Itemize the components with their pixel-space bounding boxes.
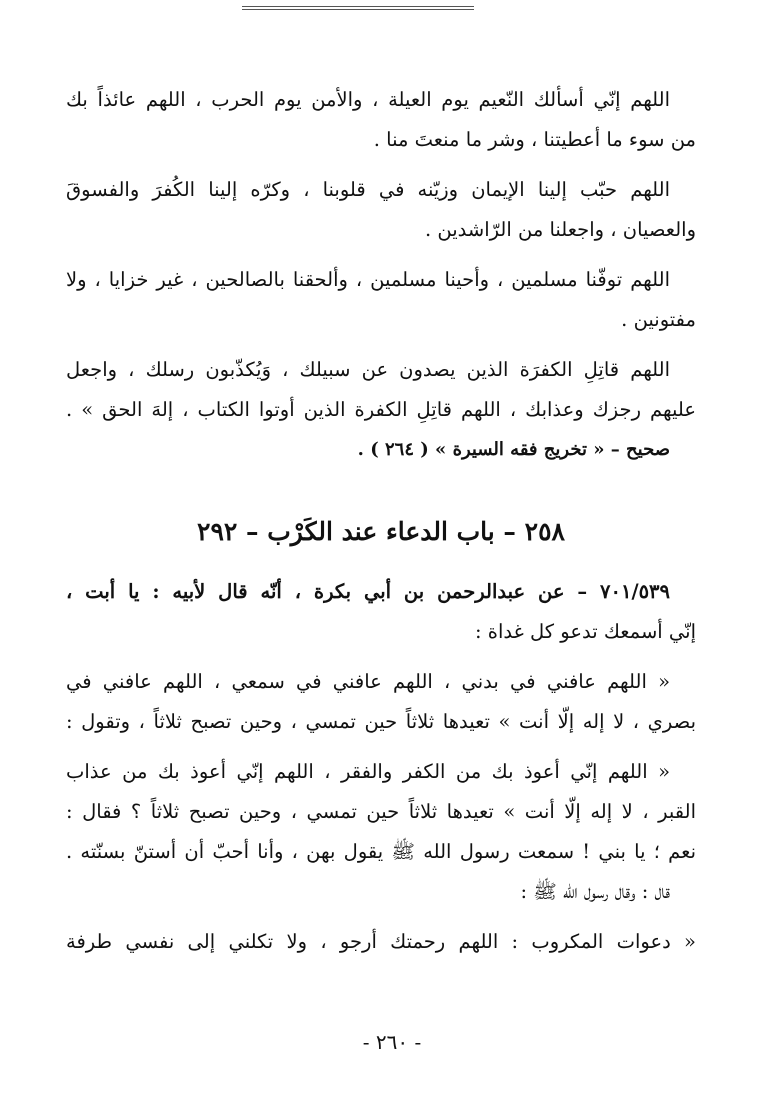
hadith-line: القبر ، لا إله إلّا أنت » تعيدها ثلاثاً حين تمسي ، وحين تصبح ثلاثاً ؟ فقال :: [66, 800, 696, 823]
text-line: من سوء ما أعطيتنا ، وشر ما منعتَ منا .: [373, 128, 696, 151]
hadith-line: إنّي أسمعك تدعو كل غداة :: [474, 620, 696, 643]
hadith-line: ٧٠١/٥٣٩ – عن عبدالرحمن بن أبي بكرة ، أنّه قال لأبيه : يا أبت ،: [66, 580, 670, 603]
page-number: - ٢٦٠ -: [362, 1030, 422, 1054]
hadith-line: قال : وقال رسول الله ﷺ :: [520, 880, 670, 903]
hadith-line: « دعوات المكروب : اللهم رحمتك أرجو ، ولا تكلني إلى نفسي طرفة: [66, 930, 696, 953]
text-line: اللهم توفّنا مسلمين ، وأحينا مسلمين ، وألحقنا بالصالحين ، غير خزايا ، ولا: [66, 268, 670, 291]
text-line: اللهم إنّي أسألك النّعيم يوم العيلة ، والأمن يوم الحرب ، اللهم عائذاً بك: [66, 88, 670, 111]
page-body: [66, 80, 696, 962]
hadith-line: « اللهم عافني في بدني ، اللهم عافني في سمعي ، اللهم عافني في: [66, 670, 670, 693]
text-line: والعصيان ، واجعلنا من الرّاشدين .: [425, 218, 696, 241]
chapter-heading: ٢٥٨ – باب الدعاء عند الكَرْب – ٢٩٢: [197, 517, 565, 546]
grading-note: صحيح – « تخريج فقه السيرة » ( ٢٦٤ ) .: [357, 439, 670, 460]
hadith-line: نعم ؛ يا بني ! سمعت رسول الله ﷺ يقول بهن ، وأنا أحبّ أن أستنّ بسنّته .: [66, 840, 696, 863]
hadith-line: بصري ، لا إله إلّا أنت » تعيدها ثلاثاً حين تمسي ، وحين تصبح ثلاثاً ، وتقول :: [66, 710, 696, 733]
text-line: اللهم قاتِلِ الكفرَة الذين يصدون عن سبيلك ، وَيُكذّبون رسلك ، واجعل: [66, 358, 670, 381]
text-line: مفتونين .: [621, 308, 696, 331]
text-line: اللهم حبّب إلينا الإيمان وزيّنه في قلوبنا ، وكرّه إلينا الكُفرَ والفسوقَ: [66, 178, 670, 201]
hadith-line: « اللهم إنّي أعوذ بك من الكفر والفقر ، اللهم إنّي أعوذ بك من عذاب: [66, 760, 670, 783]
text-line: عليهم رجزك وعذابك ، اللهم قاتِلِ الكفرة الذين أوتوا الكتاب ، إلهَ الحق » .: [66, 398, 696, 421]
top-rule: [242, 6, 474, 10]
